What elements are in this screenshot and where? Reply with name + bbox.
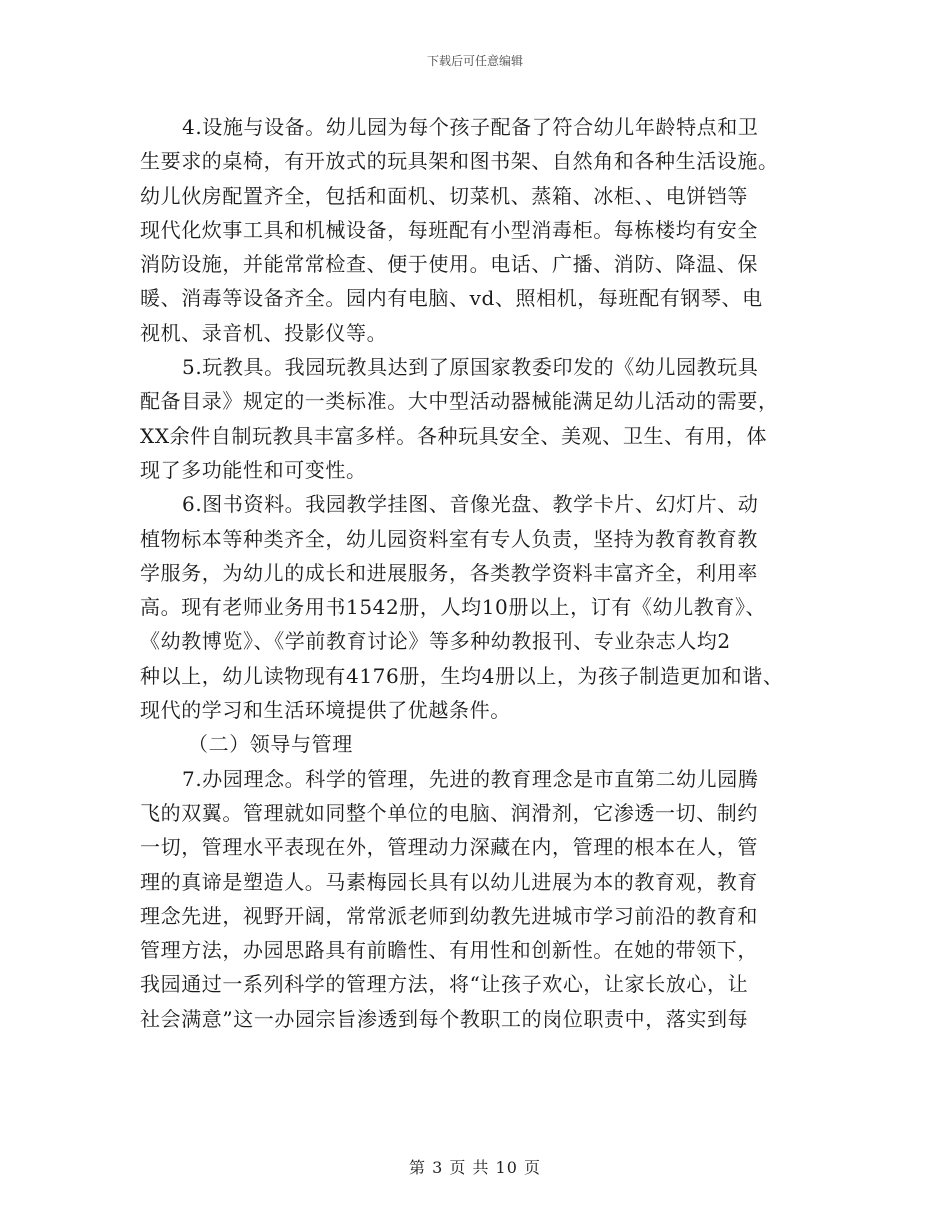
paragraph-4-line-2: 生要求的桌椅，有开放式的玩具架和图书架、自然角和各种生活设施。	[140, 149, 779, 174]
paragraph-4-line-7: 视机、录音机、投影仪等。	[140, 320, 388, 345]
paragraph-7-line-2: 飞的双翼。管理就如同整个单位的电脑、润滑剂，它渗透一切、制约	[140, 800, 758, 825]
paragraph-6-line-7: 现代的学习和生活环境提供了优越条件。	[140, 698, 511, 723]
paragraph-4-line-6: 暖、消毒等设备齐全。园内有电脑、vd、照相机，每班配有钢琴、电	[140, 286, 763, 311]
paragraph-6-line-5: 《幼教博览》、《学前教育讨论》等多种幼教报刊、专业杂志人均2	[140, 629, 731, 654]
document-body	[140, 110, 815, 1036]
paragraph-5-line-4: 现了多功能性和可变性。	[140, 457, 367, 482]
paragraph-7-line-6: 管理方法，办园思路具有前瞻性、有用性和创新性。在她的带领下，	[140, 938, 758, 963]
paragraph-7-line-3: 一切，管理水平表现在外，管理动力深藏在内，管理的根本在人，管	[140, 835, 758, 860]
paragraph-6-line-2: 植物标本等种类齐全，幼儿园资料室有专人负责，坚持为教育教育教	[140, 526, 758, 551]
paragraph-7-line-7: 我园通过一系列科学的管理方法，将“让孩子欢心，让家长放心，让	[140, 972, 749, 997]
section-heading: （二）领导与管理	[188, 732, 353, 757]
paragraph-5-line-2: 配备目录》规定的一类标准。大中型活动器械能满足幼儿活动的需要，	[140, 389, 779, 414]
paragraph-5-line-3: XX余件自制玩教具丰富多样。各种玩具安全、美观、卫生、有用，体	[140, 423, 768, 448]
page-header: 下载后可任意编辑	[426, 54, 523, 68]
paragraph-5-line-1: 5.玩教具。我园玩教具达到了原国家教委印发的《幼儿园教玩具	[182, 355, 759, 380]
paragraph-7-line-4: 理的真谛是塑造人。马素梅园长具有以幼儿进展为本的教育观，教育	[140, 869, 758, 894]
paragraph-6-line-3: 学服务，为幼儿的成长和进展服务，各类教学资料丰富齐全，利用率	[140, 560, 758, 585]
paragraph-7-line-5: 理念先进，视野开阔，常常派老师到幼教先进城市学习前沿的教育和	[140, 903, 758, 928]
paragraph-6-line-1: 6.图书资料。我园教学挂图、音像光盘、教学卡片、幻灯片、动	[182, 492, 759, 517]
paragraph-4-line-1: 4.设施与设备。幼儿园为每个孩子配备了符合幼儿年龄特点和卫	[182, 115, 759, 139]
paragraph-6-line-6: 种以上，幼儿读物现有4176册，生均4册以上，为孩子制造更加和谐、	[140, 663, 784, 688]
paragraph-7-line-1: 7.办园理念。科学的管理，先进的教育理念是市直第二幼儿园腾	[182, 766, 759, 791]
paragraph-4-line-5: 消防设施，并能常常检查、便于使用。电话、广播、消防、降温、保	[140, 252, 758, 277]
paragraph-4-line-3: 幼儿伙房配置齐全，包括和面机、切菜机、蒸箱、冰柜、、电饼铛等	[140, 183, 748, 208]
page-footer: 第 3 页 共 10 页	[409, 1158, 541, 1177]
paragraph-4-line-4: 现代化炊事工具和机械设备，每班配有小型消毒柜。每栋楼均有安全	[140, 217, 758, 242]
paragraph-7-line-8: 社会满意”这一办园宗旨渗透到每个教职工的岗位职责中，落实到每	[140, 1006, 749, 1031]
paragraph-6-line-4: 高。现有老师业务用书1542册，人均10册以上，订有《幼儿教育》、	[140, 595, 767, 620]
